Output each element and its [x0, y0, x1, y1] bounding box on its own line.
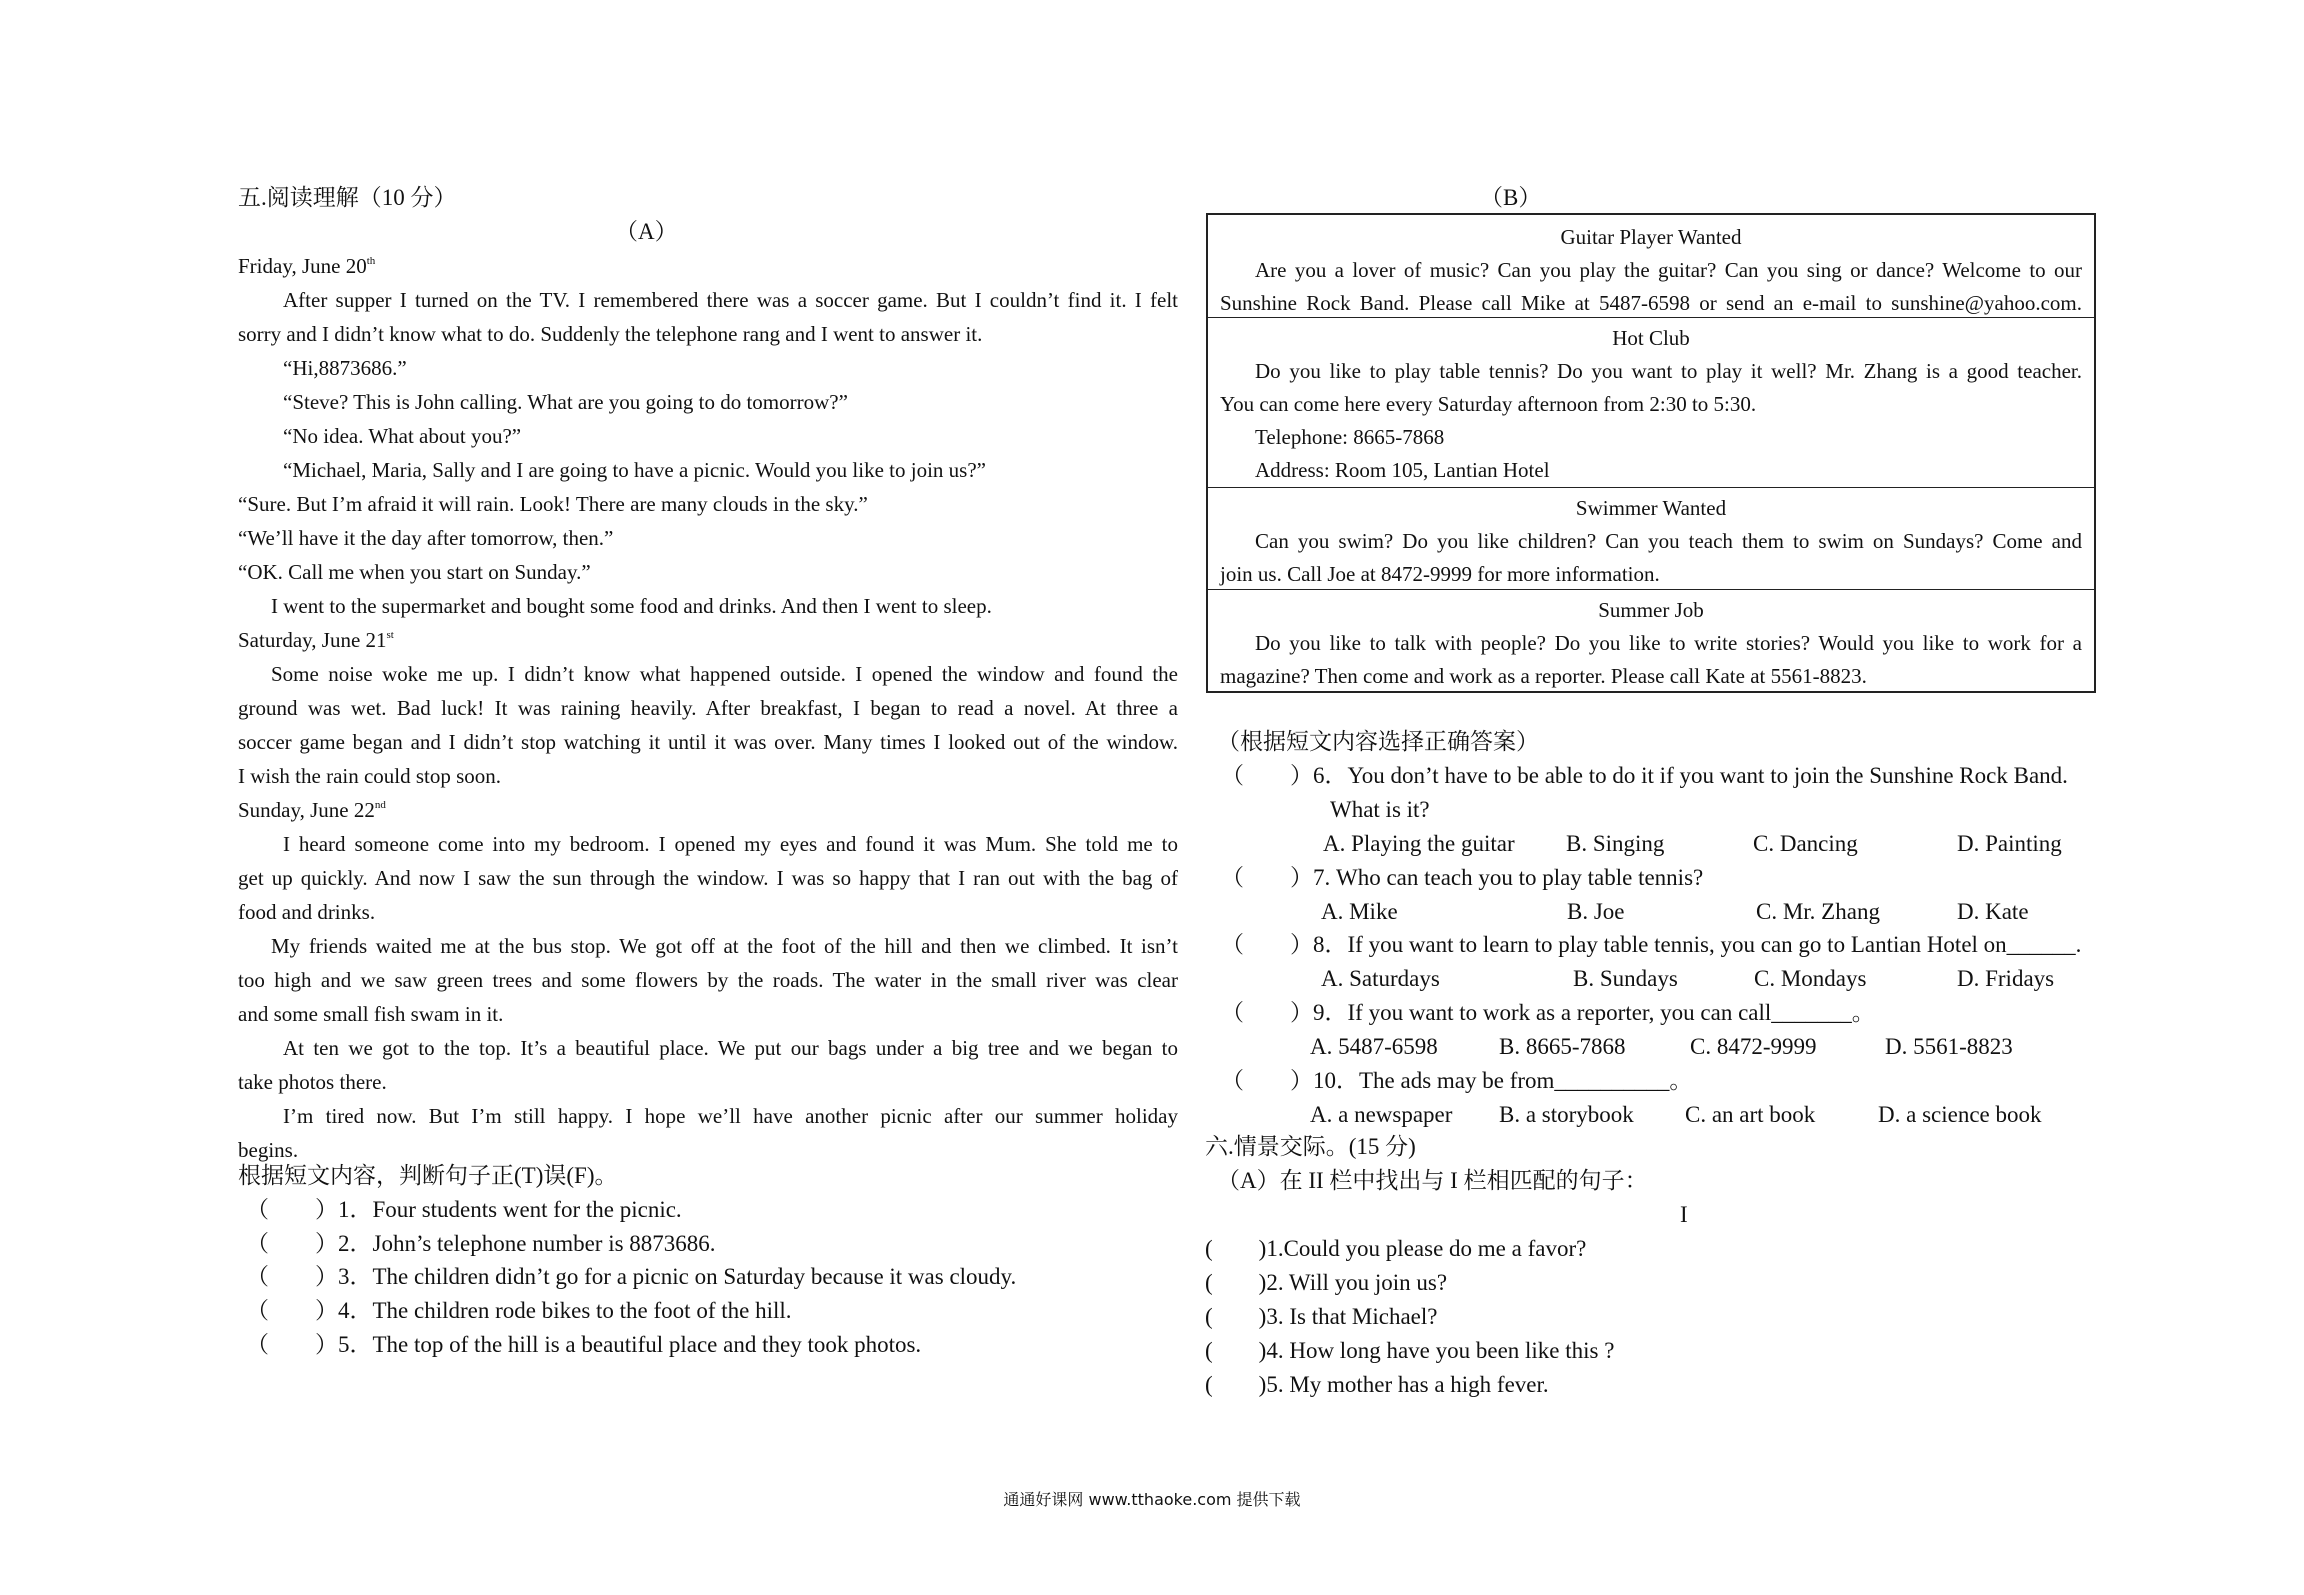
- ad-line: Do you like to play table tennis? Do you want to play it well? Mr. Zhang is a good teacher.: [1255, 359, 2082, 383]
- match-item-3: ( )3. Is that Michael?: [1205, 1304, 1438, 1329]
- dialogue-line: “Hi,8873686.”: [283, 356, 407, 380]
- ad-summer-job: [1208, 589, 2094, 690]
- ad-line: Are you a lover of music? Can you play the guitar? Can you sing or dance? Welcome to our: [1255, 258, 2082, 282]
- tf-question-5: （ ）5．The top of the hill is a beautiful place and they took photos.: [246, 1332, 922, 1357]
- paragraph-line: take photos there.: [238, 1070, 387, 1094]
- option[interactable]: D. Kate: [1957, 899, 2029, 924]
- paragraph-line: sorry and I didn’t know what to do. Suddenly the telephone rang and I went to answer it.: [238, 322, 983, 346]
- paragraph-line: too high and we saw green trees and some flowers by the roads. The water in the small river was clear: [238, 968, 1178, 992]
- dialogue-line: “Steve? This is John calling. What are you going to do tomorrow?”: [283, 390, 848, 414]
- ad-line: magazine? Then come and work as a reporter. Please call Kate at 5561-8823.: [1220, 664, 1867, 688]
- option[interactable]: B. Joe: [1567, 899, 1625, 924]
- option[interactable]: B. Singing: [1566, 831, 1665, 856]
- diary-date-friday: Friday, June 20th: [238, 254, 376, 278]
- option[interactable]: A. a newspaper: [1310, 1102, 1453, 1127]
- paragraph-line: My friends waited me at the bus stop. We got off at the foot of the hill and then we climbed. It isn’t: [271, 934, 1178, 958]
- mc-question-9: （ ）9．If you want to work as a reporter, you can call_______。: [1221, 1000, 1875, 1025]
- answer-blank[interactable]: ( ): [1205, 1270, 1267, 1295]
- dialogue-line: “OK. Call me when you start on Sunday.”: [238, 560, 591, 584]
- ad-line: join us. Call Joe at 8472-9999 for more information.: [1220, 562, 1660, 586]
- section-six-subtitle: （A）在 II 栏中找出与 I 栏相匹配的句子：: [1217, 1168, 1648, 1193]
- paragraph-line: soccer game began and I didn’t stop watching it until it was over. Many times I looked out of the window.: [238, 730, 1178, 754]
- mc-question-6: （ ）6．You don’t have to be able to do it if you want to join the Sunshine Rock Band.: [1221, 763, 2068, 788]
- paragraph-line: After supper I turned on the TV. I remembered there was a soccer game. But I couldn’t find it. I felt: [283, 288, 1178, 312]
- option[interactable]: B. Sundays: [1573, 966, 1678, 991]
- match-item-4: ( )4. How long have you been like this ?: [1205, 1338, 1615, 1363]
- option[interactable]: C. Mondays: [1754, 966, 1867, 991]
- tf-question-1: （ ）1．Four students went for the picnic.: [246, 1197, 682, 1222]
- column-i-label: I: [1680, 1202, 1688, 1227]
- ad-line: Can you swim? Do you like children? Can you teach them to swim on Sundays? Come and: [1255, 529, 2082, 553]
- ad-line: Do you like to talk with people? Do you like to write stories? Would you like to work for a: [1255, 631, 2082, 655]
- ad-swimmer: [1208, 487, 2094, 588]
- ad-title: Summer Job: [1598, 598, 1704, 622]
- option[interactable]: C. 8472-9999: [1690, 1034, 1817, 1059]
- tf-question-4: （ ）4．The children rode bikes to the foot of the hill.: [246, 1298, 792, 1323]
- option[interactable]: B. 8665-7868: [1499, 1034, 1626, 1059]
- ad-guitar-player: [1208, 215, 2094, 315]
- answer-blank[interactable]: ( ): [1205, 1372, 1267, 1397]
- answer-blank[interactable]: （ ）: [246, 1298, 338, 1323]
- option[interactable]: A. Mike: [1321, 899, 1398, 924]
- paragraph-line: At ten we got to the top. It’s a beautiful place. We put our bags under a big tree and we began to: [283, 1036, 1178, 1060]
- paragraph-line: food and drinks.: [238, 900, 376, 924]
- mc-question-8: （ ）8．If you want to learn to play table tennis, you can go to Lantian Hotel on______.: [1221, 932, 2082, 957]
- mc-instruction: （根据短文内容选择正确答案）: [1217, 729, 1539, 754]
- ad-title: Hot Club: [1612, 326, 1690, 350]
- option[interactable]: C. Mr. Zhang: [1756, 899, 1880, 924]
- tf-question-2: （ ）2．John’s telephone number is 8873686.: [246, 1231, 716, 1256]
- paragraph-line: ground was wet. Bad luck! It was raining heavily. After breakfast, I began to read a novel. At three a: [238, 696, 1178, 720]
- paragraph-line: I heard someone come into my bedroom. I opened my eyes and found it was Mum. She told me to: [283, 832, 1178, 856]
- option[interactable]: D. Painting: [1957, 831, 2062, 856]
- dialogue-line: “We’ll have it the day after tomorrow, then.”: [238, 526, 614, 550]
- paragraph-line: I wish the rain could stop soon.: [238, 764, 502, 788]
- passage-a-label: （A）: [615, 219, 678, 244]
- answer-blank[interactable]: ( ): [1205, 1338, 1267, 1363]
- tf-question-3: （ ）3．The children didn’t go for a picnic on Saturday because it was cloudy.: [246, 1264, 1017, 1289]
- paragraph-line: Some noise woke me up. I didn’t know what happened outside. I opened the window and found the: [271, 662, 1178, 686]
- answer-blank[interactable]: （ ）: [246, 1332, 338, 1357]
- match-item-2: ( )2. Will you join us?: [1205, 1270, 1448, 1295]
- dialogue-line: “Sure. But I’m afraid it will rain. Look! There are many clouds in the sky.”: [238, 492, 868, 516]
- dialogue-line: “Michael, Maria, Sally and I are going to have a picnic. Would you like to join us?”: [283, 458, 986, 482]
- option[interactable]: A. Playing the guitar: [1323, 831, 1515, 856]
- option[interactable]: D. 5561-8823: [1885, 1034, 2013, 1059]
- page-footer: 通通好课网 www.tthaoke.com 提供下载: [1003, 1490, 1301, 1509]
- ads-table: [1206, 213, 2096, 693]
- paragraph-line: I went to the supermarket and bought some food and drinks. And then I went to sleep.: [271, 594, 992, 618]
- match-item-5: ( )5. My mother has a high fever.: [1205, 1372, 1549, 1397]
- option[interactable]: C. Dancing: [1753, 831, 1858, 856]
- ad-line: You can come here every Saturday afternoon from 2:30 to 5:30.: [1220, 392, 1757, 416]
- option[interactable]: B. a storybook: [1499, 1102, 1634, 1127]
- paragraph-line: get up quickly. And now I saw the sun through the window. I was so happy that I ran out with the bag of: [238, 866, 1178, 890]
- mc-question-7: （ ）7. Who can teach you to play table tennis?: [1221, 865, 1704, 890]
- true-false-instruction: 根据短文内容，判断句子正(T)误(F)。: [238, 1163, 618, 1188]
- ad-title: Swimmer Wanted: [1575, 496, 1727, 520]
- option[interactable]: D. a science book: [1878, 1102, 2042, 1127]
- option[interactable]: A. Saturdays: [1321, 966, 1440, 991]
- answer-blank[interactable]: ( ): [1205, 1304, 1267, 1329]
- ad-line: Address: Room 105, Lantian Hotel: [1255, 458, 1550, 482]
- answer-blank[interactable]: ( ): [1205, 1236, 1267, 1261]
- option[interactable]: A. 5487-6598: [1310, 1034, 1438, 1059]
- section-six-title: 六.情景交际。(15 分): [1205, 1134, 1416, 1159]
- option[interactable]: D. Fridays: [1957, 966, 2055, 991]
- dialogue-line: “No idea. What about you?”: [283, 424, 522, 448]
- diary-date-sunday: Sunday, June 22nd: [238, 798, 386, 822]
- paragraph-line: I’m tired now. But I’m still happy. I hope we’ll have another picnic after our summer holiday: [283, 1104, 1178, 1128]
- diary-date-saturday: Saturday, June 21st: [238, 628, 394, 652]
- mc-question-6-line2: What is it?: [1330, 797, 1430, 822]
- ad-line: Telephone: 8665-7868: [1255, 425, 1445, 449]
- mc-question-10: （ ）10．The ads may be from__________。: [1221, 1068, 1693, 1093]
- ad-line: Sunshine Rock Band. Please call Mike at 5487-6598 or send an e-mail to sunshine@yahoo.com.: [1220, 291, 2082, 315]
- answer-blank[interactable]: （ ）: [246, 1197, 338, 1222]
- ad-hot-club: [1208, 317, 2094, 486]
- answer-blank[interactable]: （ ）: [246, 1264, 338, 1289]
- option[interactable]: C. an art book: [1685, 1102, 1816, 1127]
- ad-title: Guitar Player Wanted: [1560, 225, 1742, 249]
- paragraph-line: and some small fish swam in it.: [238, 1002, 504, 1026]
- match-item-1: ( )1.Could you please do me a favor?: [1205, 1236, 1587, 1261]
- passage-b-label: （B）: [1480, 185, 1542, 210]
- paragraph-line: begins.: [238, 1138, 299, 1162]
- answer-blank[interactable]: （ ）: [246, 1231, 338, 1256]
- section-five-title: 五.阅读理解（10 分）: [238, 185, 457, 210]
